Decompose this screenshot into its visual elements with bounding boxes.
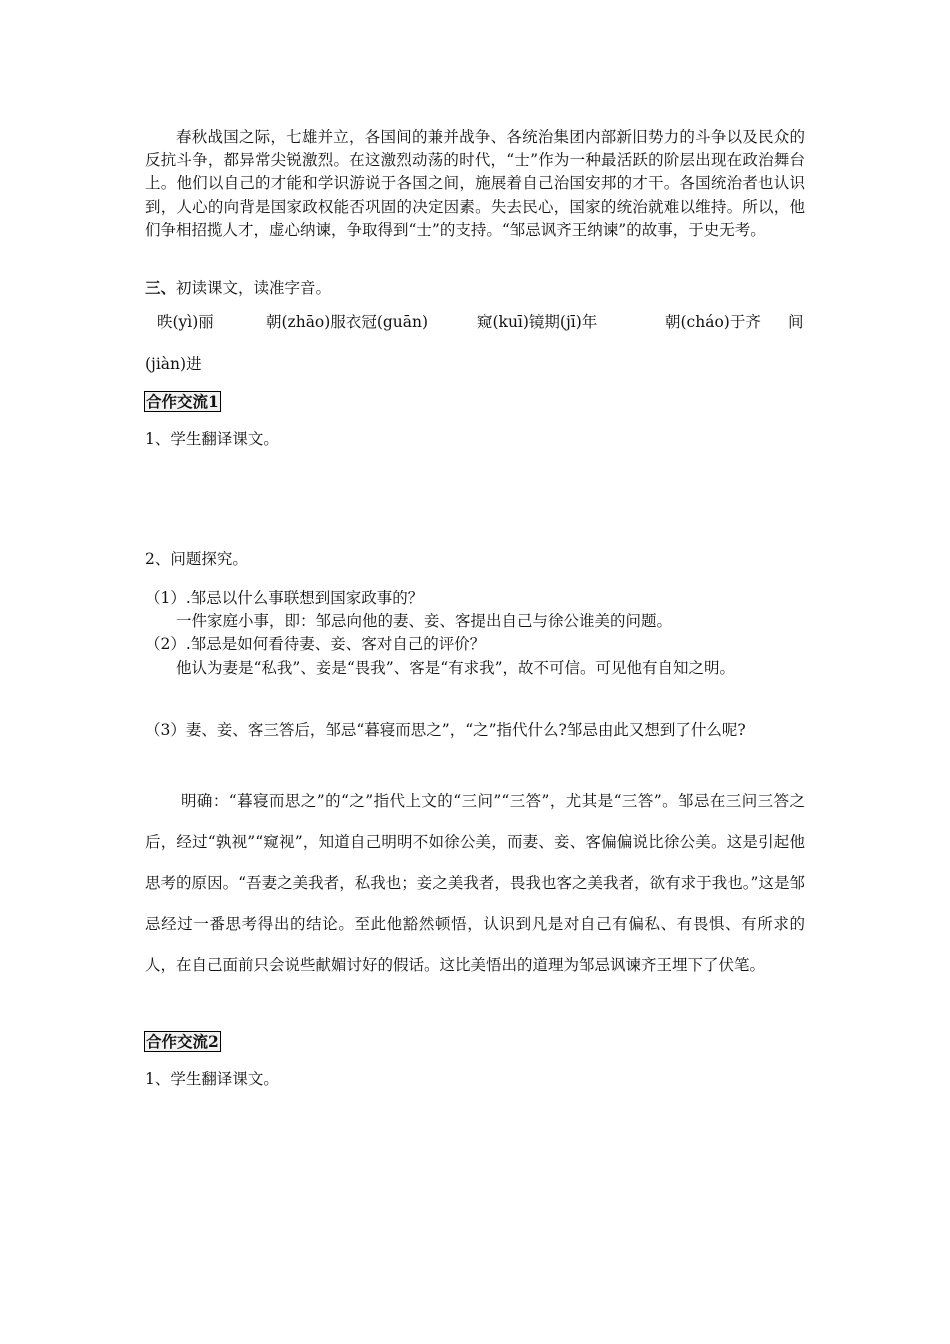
coop2-task-translate: 1、学生翻译课文。: [145, 1070, 279, 1088]
answer-2: 他认为妻是“私我”、妾是“畏我”、客是“有求我”，故不可信。可见他有自知之明。: [176, 659, 736, 677]
pinyin-item-1: 昳(yì)丽: [157, 313, 214, 331]
coop1-task-explore: 2、问题探究。: [145, 550, 248, 568]
pinyin-item-2: 朝(zhāo)服衣冠(guān): [266, 313, 429, 331]
coop-exchange-2-label: 合作交流2: [146, 1032, 219, 1051]
pinyin-item-4: 朝(cháo)于齐: [665, 313, 761, 331]
section-3-number: 三、: [145, 278, 177, 297]
coop1-task-translate: 1、学生翻译课文。: [145, 430, 279, 448]
pinyin-continuation: (jiàn)进: [145, 355, 202, 373]
pinyin-item-3: 窥(kuī)镜期(jī)年: [477, 313, 598, 331]
question-3: （3）妻、妾、客三答后，邹忌“暮寝而思之”，“之”指代什么?邹忌由此又想到了什么呢?: [145, 721, 746, 739]
answer-1: 一件家庭小事，即：邹忌向他的妻、妾、客提出自己与徐公谁美的问题。: [176, 612, 673, 630]
pinyin-item-5: 间: [788, 313, 804, 331]
question-2: （2）.邹忌是如何看待妻、妾、客对自己的评价？: [145, 635, 486, 653]
section-3-title: 初读课文，读准字音。: [176, 279, 332, 297]
coop-exchange-1-label: 合作交流1: [146, 392, 219, 411]
section-3-heading: [145, 277, 805, 299]
question-1: （1）.邹忌以什么事联想到国家政事的？: [145, 589, 424, 607]
intro-paragraph: 春秋战国之际，七雄并立，各国间的兼并战争、各统治集团内部新旧势力的斗争以及民众的反抗斗争，都异常尖锐激烈。在这激烈动荡的时代，“士”作为一种最活跃的阶层出现在政治舞台上。他们以自己的才能和学识游说于各国之间，施展着自己治国安邦的才干。各国统治者也认识到，人心的向背是国家政权能否巩固的决定因素。失去民心，国家的统治就难以维持。所以，他们争相招揽人才，虚心纳谏，争取得到“士”的支持。“邹忌讽齐王纳谏”的故事，于史无考。: [145, 128, 805, 239]
explanation-paragraph: 明确：“暮寝而思之”的“之”指代上文的“三问”“三答”，尤其是“三答”。邹忌在三问三答之后，经过“孰视”“窥视”，知道自己明明不如徐公美，而妻、妾、客偏偏说比徐公美。这是引起他思考的原因。“吾妻之美我者，私我也；妾之美我者，畏我也客之美我者，欲有求于我也。”这是邹忌经过一番思考得出的结论。至此他豁然顿悟，认识到凡是对自己有偏私、有畏惧、有所求的人，在自己面前只会说些献媚讨好的假话。这比美悟出的道理为邹忌讽谏齐王埋下了伏笔。: [145, 792, 805, 974]
